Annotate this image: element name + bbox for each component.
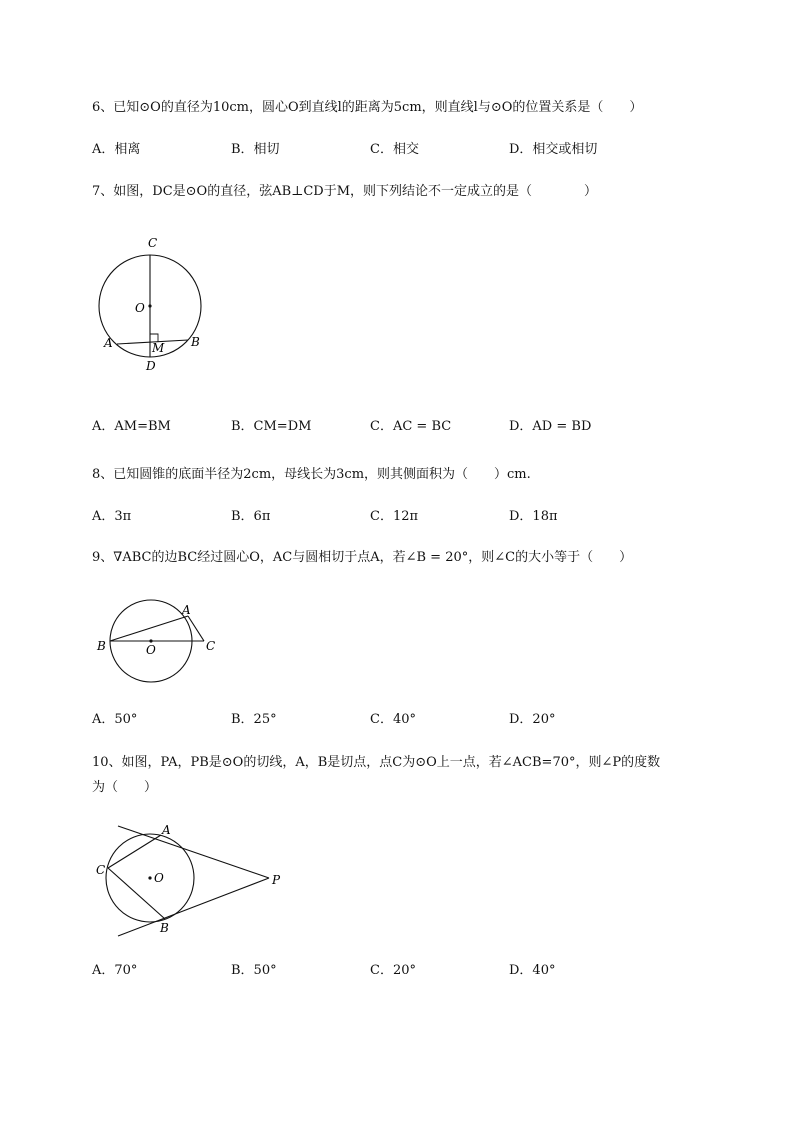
q7-center-dot <box>148 304 151 307</box>
q8-option-b[interactable]: B．6π <box>231 509 271 524</box>
q9-option-a[interactable]: A．50° <box>92 712 138 727</box>
q7-option-d[interactable]: D．AD = BD <box>509 419 592 434</box>
q10-option-a[interactable]: A．70° <box>92 963 138 978</box>
q9-circle-figure <box>92 596 222 688</box>
q7-label-m: M <box>152 341 165 355</box>
q10-label-o: O <box>154 871 164 885</box>
q10-chord-ca <box>108 835 161 868</box>
q10-stem-line1: 10、如图，PA，PB是⊙O的切线，A，B是切点，点C为⊙O上一点，若∠ACB=70°，则∠P的度数 <box>92 755 661 770</box>
q8-option-d[interactable]: D．18π <box>509 509 558 524</box>
q10-label-a: A <box>162 823 171 837</box>
q10-circle-figure <box>92 818 292 938</box>
q8-stem: 8、已知圆锥的底面半径为2cm，母线长为3cm，则其侧面积为（ ）cm. <box>92 467 531 482</box>
q10-option-d[interactable]: D．40° <box>509 963 556 978</box>
q10-option-b[interactable]: B．50° <box>231 963 277 978</box>
q9-label-a: A <box>182 603 191 617</box>
q6-option-b[interactable]: B．相切 <box>231 142 280 157</box>
q9-option-b[interactable]: B．25° <box>231 712 277 727</box>
q10-label-b: B <box>160 921 169 935</box>
q10-center-dot <box>148 876 151 879</box>
q9-option-c[interactable]: C．40° <box>370 712 416 727</box>
q10-stem-line2: 为（ ） <box>92 780 158 795</box>
q6-option-d[interactable]: D．相交或相切 <box>509 142 598 157</box>
q7-label-b: B <box>191 335 200 349</box>
q6-option-c[interactable]: C．相交 <box>370 142 419 157</box>
q7-option-c[interactable]: C．AC = BC <box>370 419 452 434</box>
q6-option-a[interactable]: A．相离 <box>92 142 141 157</box>
q9-label-b: B <box>97 639 106 653</box>
q7-label-d: D <box>146 359 156 373</box>
q7-stem: 7、如图，DC是⊙O的直径，弦AB⊥CD于M，则下列结论不一定成立的是（ ） <box>92 184 598 199</box>
q7-circle-figure <box>90 232 220 377</box>
q10-option-c[interactable]: C．20° <box>370 963 416 978</box>
q9-label-c: C <box>206 639 216 653</box>
q8-option-c[interactable]: C．12π <box>370 509 419 524</box>
q9-label-o: O <box>146 643 156 657</box>
q8-option-a[interactable]: A．3π <box>92 509 132 524</box>
q7-label-o: O <box>135 301 145 315</box>
q7-label-a: A <box>104 336 113 350</box>
q9-stem: 9、∇ABC的边BC经过圆心O，AC与圆相切于点A，若∠B = 20°，则∠C的大小等于（ ） <box>92 550 633 565</box>
q6-stem: 6、已知⊙O的直径为10cm，圆心O到直线l的距离为5cm，则直线l与⊙O的位置关系是（ ） <box>92 100 643 115</box>
q7-option-b[interactable]: B．CM=DM <box>231 419 312 434</box>
q7-option-a[interactable]: A．AM=BM <box>92 419 171 434</box>
q9-option-d[interactable]: D．20° <box>509 712 556 727</box>
q7-label-c: C <box>148 236 158 250</box>
q9-side-ab <box>110 616 188 641</box>
q10-label-c: C <box>96 863 106 877</box>
q10-label-p: P <box>272 873 281 887</box>
